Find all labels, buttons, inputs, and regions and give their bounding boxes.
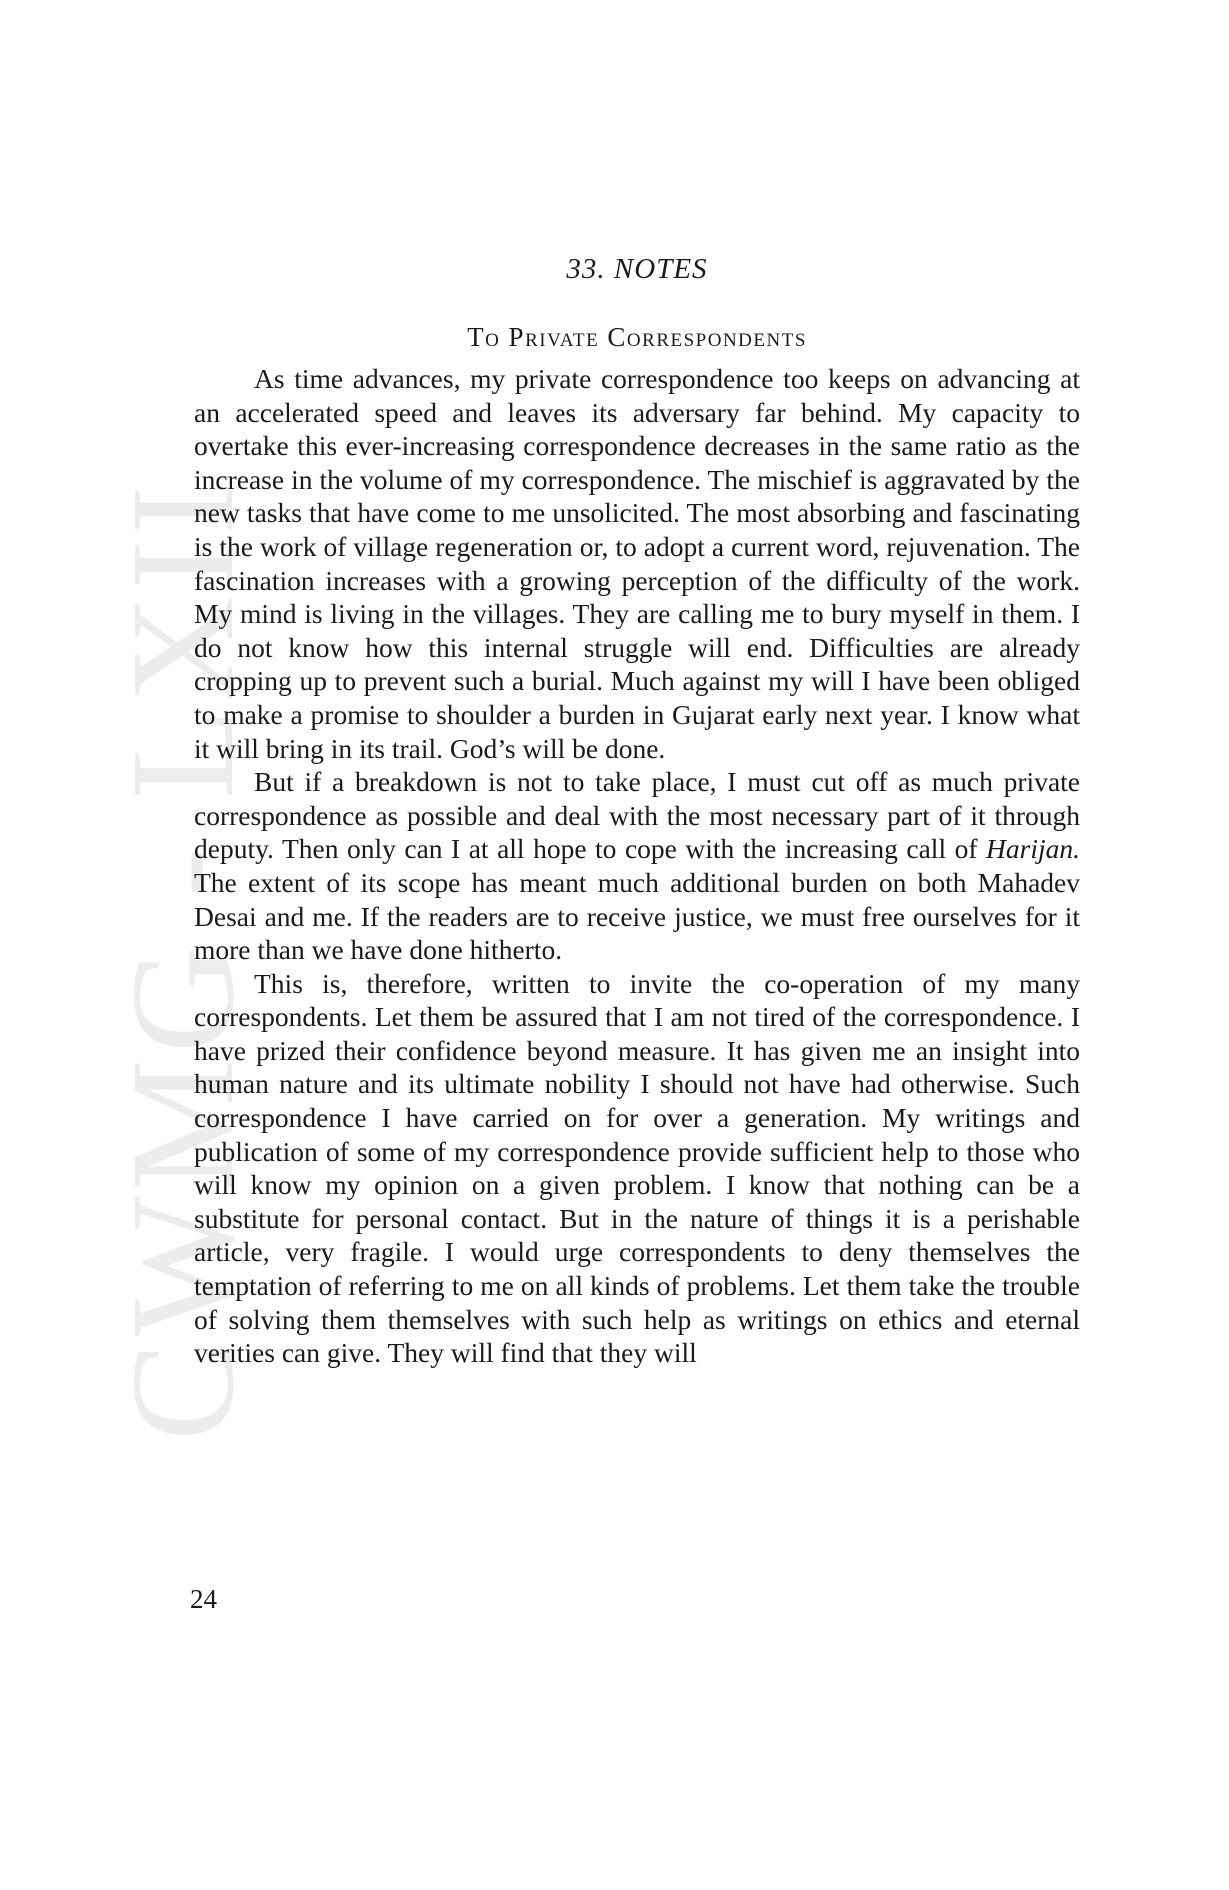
paragraph-3: This is, therefore, written to invite the co-operation of my many correspondents. Let them be assured that I am not tired of the correspondence. I have prized their confidence beyond measure. It has given me an insight into human nature and its ultimate nobility I should not have had otherwise. Such correspondence I have carried on for over a generation. My writings and publication of some of my correspondence provide sufficient help to those who will know my opinion on a given problem. I know that nothing can be a substitute for personal contact. But in the nature of things it is a perishable article, very fragile. I would urge correspondents to deny themselves the temptation of referring to me on all kinds of problems. Let them take the trouble of solving them themselves with such help as writings on ethics and eternal verities can give. They will find that they will: [194, 967, 1080, 1369]
page-title: 33. NOTES: [566, 253, 708, 285]
paragraph-2-text-start: But if a breakdown is not to take place, I must cut off as much private correspondence as possible and deal with the most necessary part of it through deputy. Then only can I at all hope to cope with the increasing call of: [194, 766, 1080, 865]
page-number: 24: [190, 1584, 217, 1614]
paragraph-1: As time advances, my private correspondence too keeps on advancing at an accelerated speed and leaves its adversary far behind. My capacity to overtake this ever-increasing correspondence decreases in the same ratio as the increase in the volume of my correspondence. The mischief is aggravated by the new tasks that have come to me unsolicited. The most absorbing and fascinating is the work of village regeneration or, to adopt a current word, rejuvenation. The fascination increases with a growing perception of the difficulty of the work. My mind is living in the villages. They are calling me to bury myself in them. I do not know how this internal struggle will end. Difficulties are already cropping up to prevent such a burial. Much against my will I have been obliged to make a promise to shoulder a burden in Gujarat early next year. I know what it will bring in its trail. God’s will be done.: [194, 363, 1080, 764]
paragraph-2: [194, 765, 1080, 967]
paragraph-2-text-end: The extent of its scope has meant much additional burden on both Mahadev Desai and me. If the readers are to receive justice, we must free ourselves for it more than we have done hitherto.: [194, 866, 1080, 966]
watermark-text: CWMG - LXII: [101, 478, 265, 1442]
paragraph-2-italic-title: Harijan.: [986, 833, 1080, 865]
section-heading: To Private Correspondents: [467, 322, 807, 352]
page-body: [194, 248, 1080, 1370]
